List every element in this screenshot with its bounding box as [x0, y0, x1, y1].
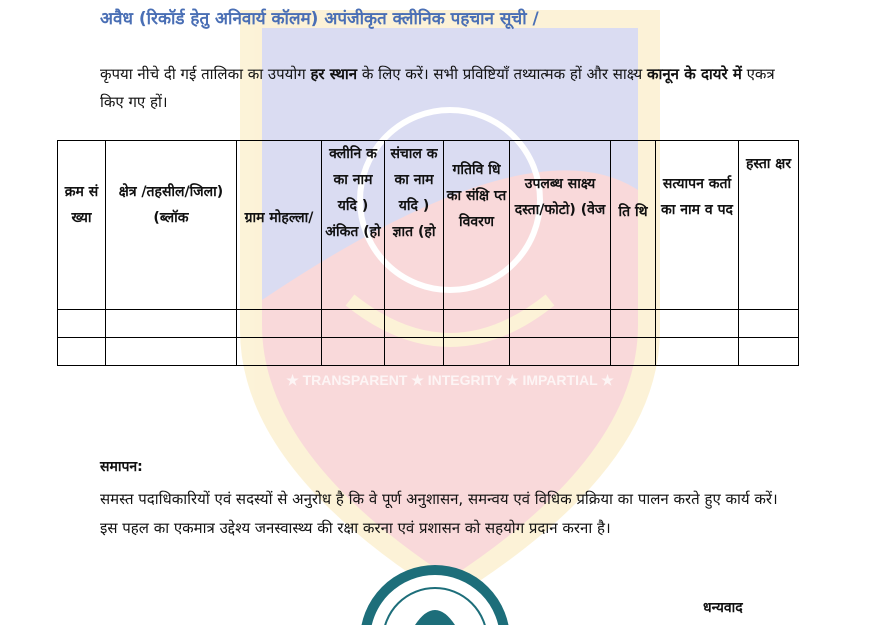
table-cell[interactable] — [322, 310, 385, 338]
table-cell[interactable] — [611, 338, 656, 366]
intro-bold-1: हर स्थान — [310, 65, 358, 83]
table-row — [58, 310, 799, 338]
table-cell[interactable] — [322, 338, 385, 366]
table-cell[interactable] — [656, 338, 739, 366]
signature-text: धन्यवाद — [703, 600, 743, 616]
intro-text-1: कृपया नीचे दी गई तालिका का उपयोग — [100, 65, 311, 83]
header-operator-name: संचाल क का नाम यदि ) ज्ञात (हो — [385, 141, 444, 310]
table-cell[interactable] — [237, 310, 322, 338]
header-date: ति थि — [611, 141, 656, 310]
header-signature: हस्ता क्षर — [739, 141, 799, 310]
table-cell[interactable] — [739, 338, 799, 366]
table-cell[interactable] — [106, 338, 237, 366]
header-serial-number: क्रम सं ख्या — [58, 141, 106, 310]
table-cell[interactable] — [656, 310, 739, 338]
table-row — [58, 338, 799, 366]
table-cell[interactable] — [611, 310, 656, 338]
organization-seal-logo — [360, 565, 510, 625]
intro-bold-2: कानून के दायरे में — [646, 65, 742, 83]
header-activity: गतिवि धि का संक्षि प्त विवरण — [444, 141, 510, 310]
header-clinic-name: क्लीनि क का नाम यदि ) अंकित (हो — [322, 141, 385, 310]
table-cell[interactable] — [510, 338, 611, 366]
table-cell[interactable] — [739, 310, 799, 338]
watermark-band-text: ★ TRANSPARENT ★ INTEGRITY ★ IMPARTIAL ★ — [286, 372, 614, 388]
table-cell[interactable] — [385, 310, 444, 338]
table-cell[interactable] — [444, 310, 510, 338]
table-cell[interactable] — [385, 338, 444, 366]
intro-text-3: एकत्र किए गए हों। — [100, 65, 775, 111]
header-area: क्षेत्र /तहसील/जिला) (ब्लॉक — [106, 141, 237, 310]
table-cell[interactable] — [58, 310, 106, 338]
closing-paragraph: समस्त पदाधिकारियों एवं सदस्यों से अनुरोध है कि वे पूर्ण अनुशासन, समन्वय एवं विधिक प्रक्रिया का पालन करते हुए कार्य करें। इस पहल का एकमात्र उद्देश्य जनस्वास्थ्य की रक्षा करना एवं प्रशासन को सहयोग प्रदान करना है। — [100, 490, 778, 537]
document-title: अवैध (रिकॉर्ड हेतु अनिवार्य कॉलम) अपंजीकृत क्लीनिक पहचान सूची / — [100, 9, 539, 29]
closing-heading: समापन: — [100, 459, 143, 475]
clinic-register-table — [57, 140, 799, 366]
intro-paragraph — [100, 60, 780, 116]
header-village: ग्राम मोहल्ला/ — [237, 141, 322, 310]
table-cell[interactable] — [237, 338, 322, 366]
table-header-row — [58, 141, 799, 310]
table-cell[interactable] — [510, 310, 611, 338]
header-verifier: सत्यापन कर्ता का नाम व पद — [656, 141, 739, 310]
table-cell[interactable] — [106, 310, 237, 338]
intro-text-2: के लिए करें। सभी प्रविष्टियाँ तथ्यात्मक हों और साक्ष्य — [357, 65, 647, 83]
table-cell[interactable] — [58, 338, 106, 366]
table-cell[interactable] — [444, 338, 510, 366]
header-evidence: उपलब्ध साक्ष्य दस्ता/फोटो) (वेज — [510, 141, 611, 310]
